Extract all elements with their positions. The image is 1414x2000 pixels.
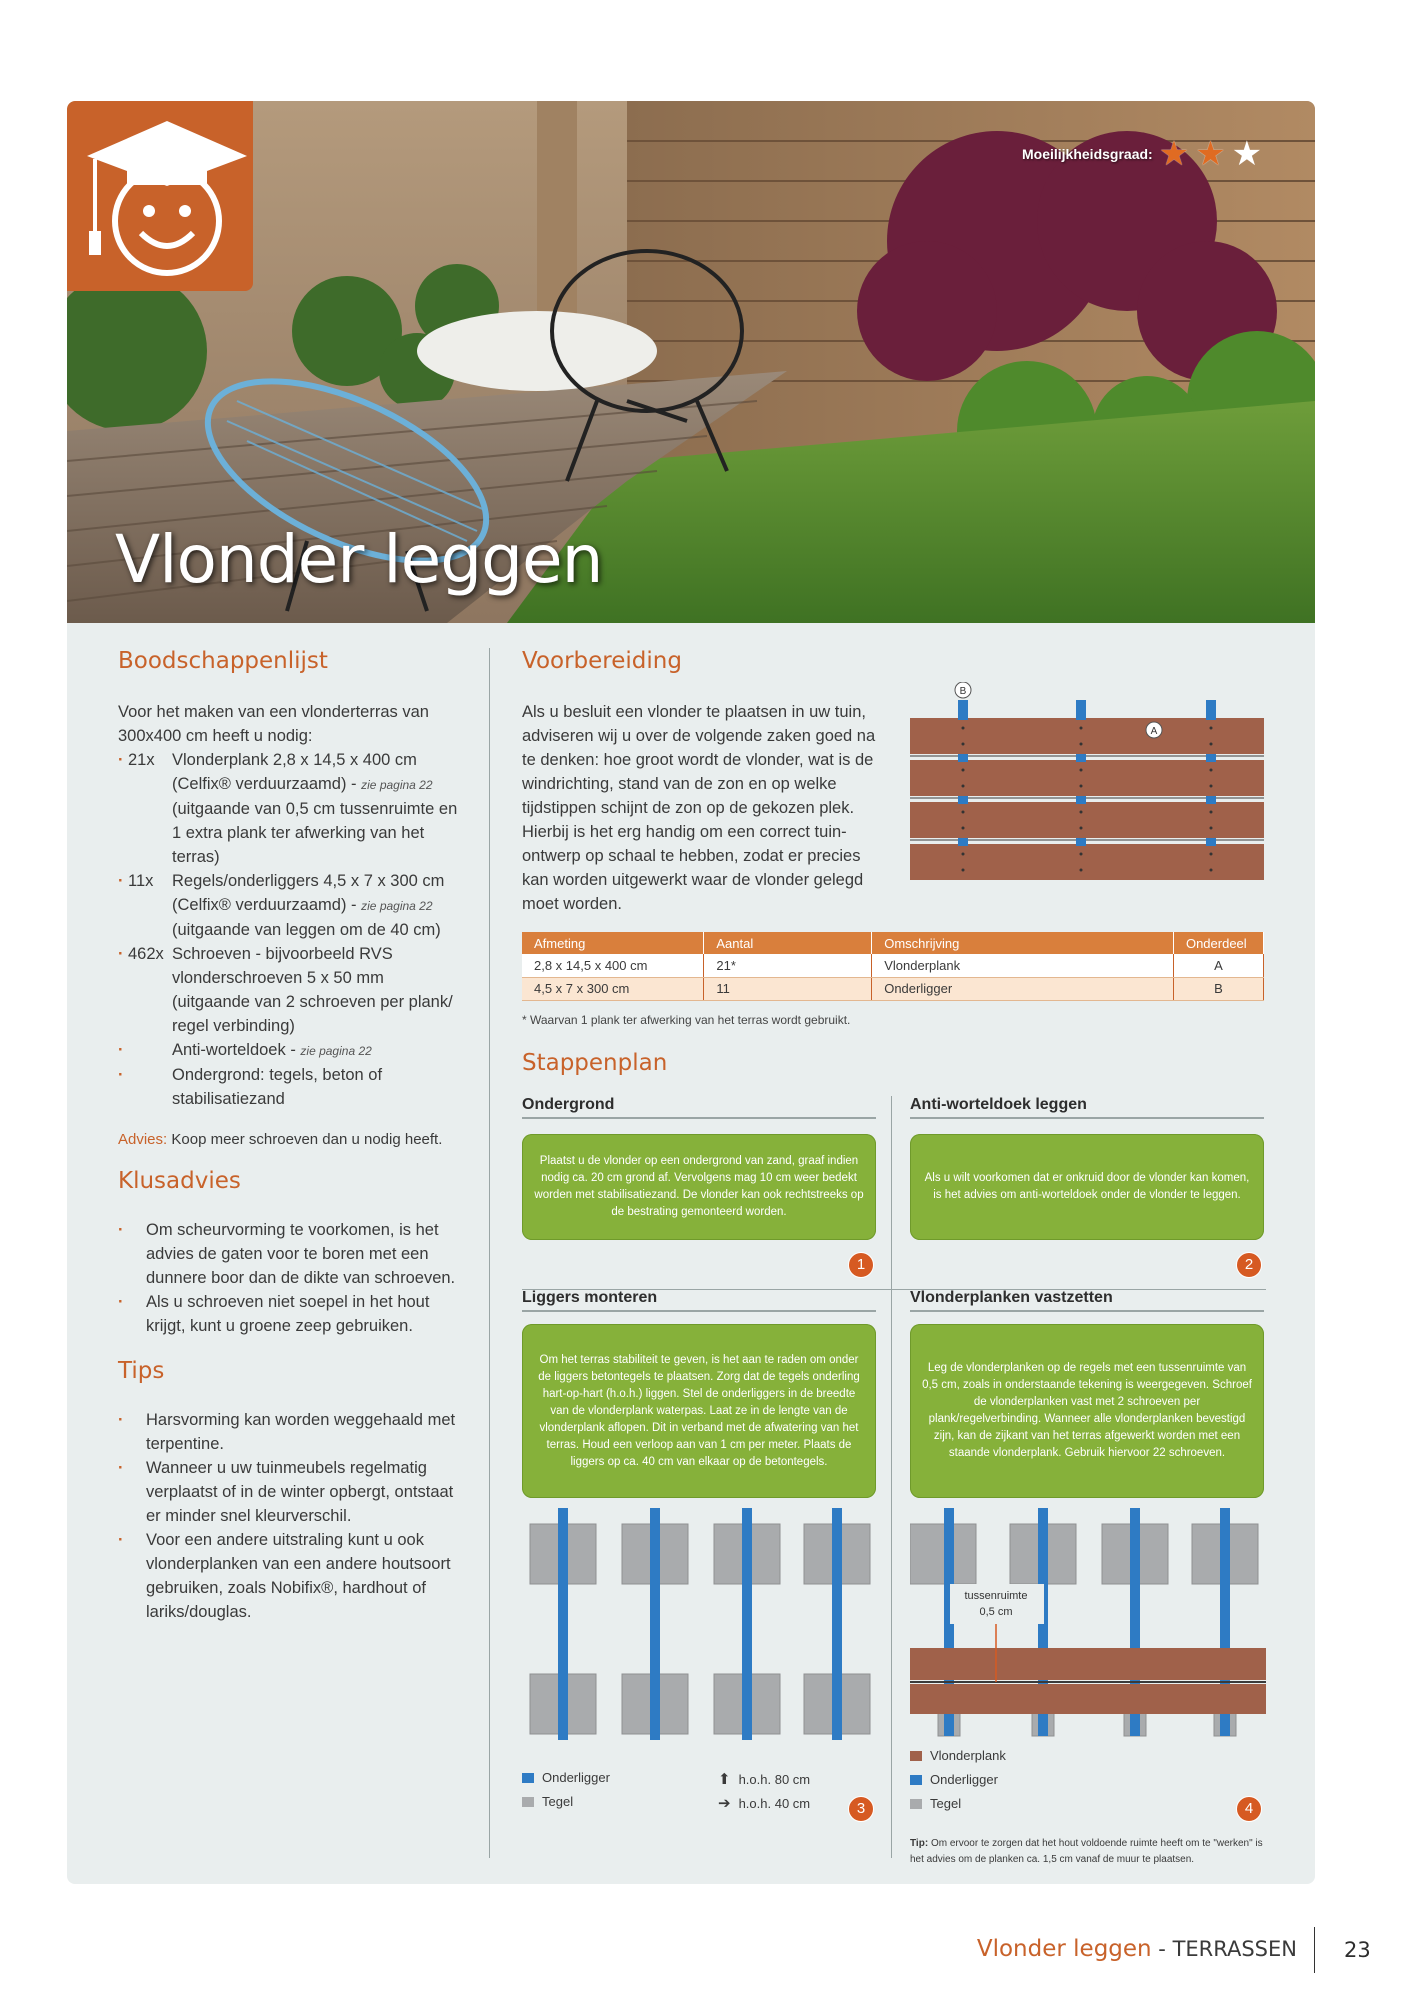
table-cell: 2,8 x 14,5 x 400 cm (522, 954, 704, 977)
legend-hoh-40: ➔ h.o.h. 40 cm (718, 1795, 811, 1812)
legend-vlonderplank: Vlonderplank (910, 1748, 1006, 1763)
arrow-right-icon: ➔ (718, 1795, 731, 1812)
step-3-text: Om het terras stabiliteit te geven, is het aan te raden om onder de liggers betontegels te plaatsen. Zorg dat de tegels onderling hart-op-hart (h.o.h.) liggen. Stel de onderliggers in de breedte van de vlonderplank waterpas. Laat ze in de lengte van de vlonderplank aflopen. Dit in verband met de afwatering van het terras. Houd een verloop aan van 1 cm per meter. Plaats de liggers op ca. 40 cm van elkaar op de betontegels. (522, 1324, 876, 1498)
step-1-number: 1 (848, 1252, 874, 1278)
footer-title: Vlonder leggen - TERRASSEN (976, 1936, 1297, 1962)
legend-hoh-80: ⬆ h.o.h. 80 cm (718, 1771, 811, 1788)
difficulty-rating (1022, 137, 1262, 171)
shopping-heading: Boodschappenlijst (118, 648, 328, 674)
klusadvies-list (118, 1218, 463, 1338)
page-title: Vlonder leggen (115, 521, 603, 598)
table-cell: B (1173, 977, 1263, 1000)
left-column (118, 648, 463, 1624)
table-cell: 4,5 x 7 x 300 cm (522, 977, 704, 1000)
list-item: · Ondergrond: tegels, beton of stabilisatiezand (118, 1063, 463, 1111)
step-divider-vertical (891, 1096, 892, 1858)
voorbereiding-heading: Voorbereiding (522, 648, 682, 674)
table-header: Aantal (704, 932, 872, 954)
shopping-list (118, 748, 463, 1111)
column-divider (489, 648, 490, 1858)
step-2-number: 2 (1236, 1252, 1262, 1278)
skill-badge (67, 101, 253, 291)
legend-onderligger-4: Onderligger (910, 1772, 998, 1787)
list-item: · 21x Vlonderplank 2,8 x 14,5 x 400 cm (Celfix® verduurzaamd) - zie pagina 22 (uitgaande van 0,5 cm tussenruimte en 1 extra plank ter afwerking van het terras) (118, 748, 463, 869)
list-item: · Harsvorming kan worden weggehaald met terpentine. (118, 1408, 463, 1456)
footer-divider (1314, 1927, 1315, 1973)
tip-note: Tip: Om ervoor te zorgen dat het hout voldoende ruimte heeft om te "werken" is het advies om de planken ca. 1,5 cm vanaf de muur te plaatsen. (910, 1838, 1263, 1865)
step-2-text: Als u wilt voorkomen dat er onkruid door de vlonder kan komen, is het advies om anti-worteldoek onder de vlonder te leggen. (910, 1134, 1264, 1240)
table-footnote: * Waarvan 1 plank ter afwerking van het terras wordt gebruikt. (522, 1013, 851, 1027)
table-cell: 21* (704, 954, 872, 977)
table-row (522, 954, 1264, 977)
step-1-title: Ondergrond (522, 1096, 876, 1119)
blue-swatch-icon (522, 1773, 534, 1783)
table-cell: A (1173, 954, 1263, 977)
list-item: · Voor een andere uitstraling kunt u ook vlonderplanken van een andere houtsoort gebruiken, zoals Nobifix®, hardhout of lariks/douglas. (118, 1528, 463, 1624)
step-4-diagram (910, 1508, 1270, 1740)
step-4-text: Leg de vlonderplanken op de regels met een tussenruimte van 0,5 cm, zoals in onderstaande tekening is weergegeven. Schroef de vlonderplanken vast met 2 schroeven per plank/regelverbinding. Wanneer alle vlonderplanken bevestigd zijn, kan de zijkant van het terras afgewerkt worden met een staande vlonderplank. Gebruik hiervoor 22 schroeven. (910, 1324, 1264, 1498)
gap-label-2: 0,5 cm (979, 1606, 1013, 1618)
label-b: B (959, 686, 967, 697)
step-1-text: Plaatst u de vlonder op een ondergrond van zand, graaf indien nodig ca. 20 cm grond af. Vervolgens mag 10 cm weer bedekt worden met stabilisatiezand. De vlonder kan ook rechtstreeks op de bestrating gemonteerd worden. (522, 1134, 876, 1240)
graduate-face-icon (67, 101, 253, 291)
tips-heading: Tips (118, 1358, 165, 1384)
star-icon: ★ (1195, 135, 1226, 173)
grey-swatch-icon (522, 1797, 534, 1807)
shopping-intro: Voor het maken van een vlonderterras van 300x400 cm heeft u nodig: (118, 703, 429, 745)
middle-column (522, 648, 1266, 1076)
list-item: · Om scheurvorming te voorkomen, is het advies de gaten voor te boren met een dunnere boor dan de dikte van schroeven. (118, 1218, 463, 1290)
tips-list (118, 1408, 463, 1624)
list-item: · Als u schroeven niet soepel in het hout krijgt, kunt u groene zeep gebruiken. (118, 1290, 463, 1338)
table-header: Omschrijving (872, 932, 1174, 954)
hero-photo (67, 101, 1315, 623)
materials-table (522, 932, 1264, 1001)
list-item: · Anti-worteldoek - zie pagina 22 (118, 1038, 463, 1063)
star-icon: ★ (1158, 135, 1190, 173)
table-header: Afmeting (522, 932, 704, 954)
legend-tegel-4: Tegel (910, 1796, 961, 1811)
legend-tegel: Tegel (522, 1794, 573, 1809)
legend-onderligger: Onderligger (522, 1770, 610, 1785)
step-3-number: 3 (848, 1796, 874, 1822)
table-cell: 11 (704, 977, 872, 1000)
step-2-title: Anti-worteldoek leggen (910, 1096, 1264, 1119)
table-cell: Onderligger (872, 977, 1174, 1000)
difficulty-label: Moeilijkheidsgraad: (1022, 146, 1153, 162)
list-item: · 11x Regels/onderliggers 4,5 x 7 x 300 cm (Celfix® verduurzaamd) - zie pagina 22 (uitgaande van leggen om de 40 cm) (118, 869, 463, 942)
step-3-title: Liggers monteren (522, 1289, 876, 1312)
arrow-up-icon: ⬆ (718, 1771, 731, 1788)
brown-swatch-icon (910, 1751, 922, 1761)
grey-swatch-icon (910, 1799, 922, 1809)
gap-label-1: tussenruimte (964, 1590, 1028, 1602)
step-3-diagram (522, 1508, 882, 1740)
label-a: A (1150, 726, 1158, 737)
table-row (522, 977, 1264, 1000)
star-icon: ★ (1231, 135, 1263, 173)
list-item: · Wanneer u uw tuinmeubels regelmatig verplaatst of in de winter opbergt, ontstaat er minder snel kleurverschil. (118, 1456, 463, 1528)
step-4-title: Vlonderplanken vastzetten (910, 1289, 1264, 1312)
step-4-number: 4 (1236, 1796, 1262, 1822)
plank-layout-diagram (908, 682, 1266, 892)
list-item: · 462x Schroeven - bijvoorbeeld RVS vlonderschroeven 5 x 50 mm (uitgaande van 2 schroeven per plank/ regel verbinding) (118, 942, 463, 1038)
blue-swatch-icon (910, 1775, 922, 1785)
voorbereiding-text: Als u besluit een vlonder te plaatsen in uw tuin, adviseren wij u over de volgende zaken goed na te denken: hoe groot wordt de vlonder, wat is de windrichting, stand van de zon en op welke tijdstippen schijnt de zon op de gekozen plek. Hierbij is het erg handig om een correct tuin-ontwerp op schaal te hebben, zodat er precies kan worden uitgewerkt waar de vlonder gelegd moet worden. (522, 703, 876, 913)
table-header-row (522, 932, 1264, 954)
stappenplan-heading: Stappenplan (522, 1050, 668, 1076)
table-header: Onderdeel (1173, 932, 1263, 954)
page-number: 23 (1344, 1938, 1371, 1962)
advies-note: Advies: Koop meer schroeven dan u nodig heeft. (118, 1131, 443, 1148)
klusadvies-heading: Klusadvies (118, 1168, 241, 1194)
table-cell: Vlonderplank (872, 954, 1174, 977)
